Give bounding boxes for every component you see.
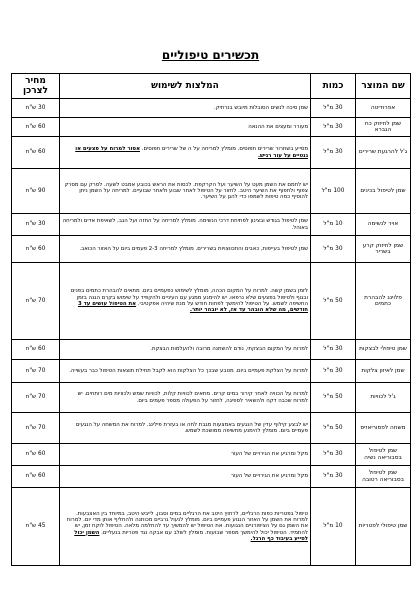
recommendation-text: מקל ומרגיע את הגירויים של העור: [231, 473, 308, 480]
product-name: שמן לחיזוק כח הגברא: [356, 118, 411, 137]
product-recommendation: [60, 118, 311, 137]
page-title: תכשירים טיפוליים: [161, 48, 260, 62]
product-recommendation: [60, 466, 311, 488]
product-quantity: 50 מ"ל: [311, 263, 356, 340]
recommendation-warning: אסור למרוח על פצעים או גנטיים על עור רגיש.: [75, 146, 308, 159]
product-price: 30 ש"ח: [12, 99, 60, 118]
recommendation-text: מסייע בשחרור שרירים תפוסים. מומלץ למריחה על ה של שרירים תפוסים.: [141, 146, 308, 153]
product-price: 60 ש"ח: [12, 137, 60, 169]
product-quantity: 50 מ"ל: [311, 413, 356, 444]
product-recommendation: [60, 214, 311, 236]
table-row: [12, 340, 411, 360]
product-name: שמן טיפולי לפטריות: [356, 488, 411, 566]
product-price: 70 ש"ח: [12, 263, 60, 340]
product-recommendation: [60, 383, 311, 413]
products-table: [11, 73, 411, 566]
recommendation-text: למרוח על המקום הבצקתי, נודם להשתנה מרובה ולהעלמות הבצקת.: [150, 346, 308, 353]
table-row: [12, 466, 411, 488]
recommendation-text: למרוח על הכוויה לאחר קירור במים קרים. מתאים לכוויות קלות, לכוויות שמש ולכוויות מים רותחים. יש למרוח שכבה דקה ולהשאיר לספיגה, לחזור על הפעולה מספר פעמים ביום.: [77, 391, 308, 404]
recommendation-text: יש לבצע קילוף עדין של הנגעים באמצעות מגבת לחה או בעזרת פילינג. למרוח את המשחה על הנגעים פעמיים ביום. מומלץ להימנע מחשיפה ממושכת לשמש.: [75, 421, 308, 434]
table-row: [12, 263, 411, 340]
table-row: [12, 118, 411, 137]
table-row: [12, 99, 411, 118]
product-quantity: 30 מ"ל: [311, 99, 356, 118]
product-price: 70 ש"ח: [12, 383, 60, 413]
header-price: מחיר לצרכן: [12, 74, 60, 99]
product-quantity: 30 מ"ל: [311, 236, 356, 263]
recommendation-text: טיפול בפטריות כפות הרגליים, לרחוץ היטב את הרגליים במים וסבון, לייבש היטב, במיוחד בין האצבעות. למרוח את השמן על האזור הנגוע פעמיים ביום. מומלץ לנעול גרביים מכותנה ולהחליף אותן מדי יום. למרוח את השמן גם על הציפורניים הנגועות. את הטיפול יש להמשיך עד להחלמה מלאה. הטיפול לוקח זמן, יש להתמיד. הטיפול יכול להימשך מספר שבועות. מומלץ לשלב עם אבקה נגד פטריות בנעליים.: [66, 510, 308, 536]
product-recommendation: [60, 137, 311, 169]
product-name: ג'ל להרגעת שרירים: [356, 137, 411, 169]
table-row: [12, 214, 411, 236]
product-quantity: 30 מ"ל: [311, 466, 356, 488]
product-quantity: 10 מ"ל: [311, 488, 356, 566]
table-header-row: [12, 74, 411, 99]
header-product-name: שם המוצר: [356, 74, 411, 99]
product-quantity: 10 מ"ל: [311, 214, 356, 236]
product-name: משחה לפסוריאזיס: [356, 413, 411, 444]
product-name: שמן לטיפול בסבוריאה רטובה: [356, 466, 411, 488]
product-price: 60 ש"ח: [12, 340, 60, 360]
product-price: 60 ש"ח: [12, 444, 60, 466]
product-name: ג'ל לכוויות: [356, 383, 411, 413]
recommendation-text: למרוח על הצלקת פעמיים ביום. מטבע שבכך כל הצלקות הוא לקבל תחילת תוצאות הטיפול כבר בעשייה.: [69, 367, 308, 374]
product-quantity: 50 מ"ל: [311, 383, 356, 413]
recommendation-warning: את הטיפול עושים עד 3 חודשים, מה שלא הובהר עד אז, לא יובהר יותר.: [77, 301, 308, 314]
product-name: שמן טיפולי לבצקות: [356, 340, 411, 360]
product-quantity: 100 מ"ל: [311, 169, 356, 214]
table-row: [12, 169, 411, 214]
product-recommendation: [60, 340, 311, 360]
product-price: 30 ש"ח: [12, 214, 60, 236]
product-price: 70 ש"ח: [12, 413, 60, 444]
table-row: [12, 444, 411, 466]
table-row: [12, 383, 411, 413]
recommendation-text: יש לחמם את השמן מעט על השיער ועל הקרקפת. לכסות את הראש בכובע אמבט לשעה. לסרק עם מסרק צפוף ולחפוף את השיער היטב. לחזור על הטיפול לאחר שבוע ולאחר שבועיים. למריחה על השמן ניתן להוסיף כמה טיפות לשמפו כדי להגן על השיער.: [64, 181, 308, 201]
product-recommendation: [60, 488, 311, 566]
table-row: [12, 488, 411, 566]
table-row: [12, 360, 411, 383]
product-name: אפרודיטה: [356, 99, 411, 118]
product-name: אויר לנשימה: [356, 214, 411, 236]
product-quantity: 30 מ"ל: [311, 137, 356, 169]
header-recommendations: המלצות לשימוש: [60, 74, 311, 99]
recommendation-text: לזמן בשמן קשה. למרוח על המקום הכהה, מומלץ לשימוש כפעמיים ביום. מתאים להבהרת כתמים בפנים ובגוף ולטיפול בפצעים שלא נרפאו. יש להימנע ממגע עם העיניים ולהקפיד על שימוש בקרם הגנה בזמן החשיפה לשמש. על הטיפול להימשך לפחות חודש על מנת שיהיה אפקטיבי.: [70, 288, 308, 307]
product-recommendation: [60, 236, 311, 263]
document-page: [11, 6, 410, 598]
product-price: 45 ש"ח: [12, 488, 60, 566]
product-price: 60 ש"ח: [12, 236, 60, 263]
product-quantity: 30 מ"ל: [311, 444, 356, 466]
recommendation-warning: השמן יכול לסייע בעיבוד כף הרגל.: [74, 529, 308, 542]
product-recommendation: [60, 99, 311, 118]
product-price: 70 ש"ח: [12, 360, 60, 383]
table-row: [12, 137, 411, 169]
product-quantity: 30 מ"ל: [311, 118, 356, 137]
recommendation-text: שמן לטיפול בעייפות, כאבים והתכווצויות בשרירים. מומלץ למריחה 2-3 פעמים ביום על האזור הכואב.: [79, 245, 308, 252]
recommendation-text: מעורר ומעצים את ההנאה: [248, 123, 308, 130]
recommendation-text: שמן סיכה לנשים הסובלות מיובש בנרתיק.: [214, 104, 308, 111]
product-name: שמן לחיזוק קרע בשריר: [356, 236, 411, 263]
table-row: [12, 236, 411, 263]
product-recommendation: [60, 169, 311, 214]
product-price: 60 ש"ח: [12, 118, 60, 137]
product-quantity: 30 מ"ל: [311, 340, 356, 360]
product-name: שמן לאיזון צלקות: [356, 360, 411, 383]
product-quantity: 30 מ"ל: [311, 360, 356, 383]
product-recommendation: [60, 263, 311, 340]
header-quantity: כמות: [311, 74, 356, 99]
recommendation-text: שמן לטיפול בגודש ובצינון לפתיחת דרכי הנשימה. מומלץ למריחה על החזה ועל הגב, לשאיפת אדים ולמריחה באוהל.: [62, 218, 308, 231]
product-name: שמן לטיפול בסבוריאה נשיה: [356, 444, 411, 466]
product-recommendation: [60, 444, 311, 466]
product-recommendation: [60, 360, 311, 383]
table-row: [12, 413, 411, 444]
product-price: 90 ש"ח: [12, 169, 60, 214]
product-name: שמן לטיפול בכינים: [356, 169, 411, 214]
product-name: פלוינג להבהרת כתמים: [356, 263, 411, 340]
product-recommendation: [60, 413, 311, 444]
product-price: 60 ש"ח: [12, 466, 60, 488]
recommendation-text: מקל ומרגיע את הגירויים של העור: [231, 451, 308, 458]
